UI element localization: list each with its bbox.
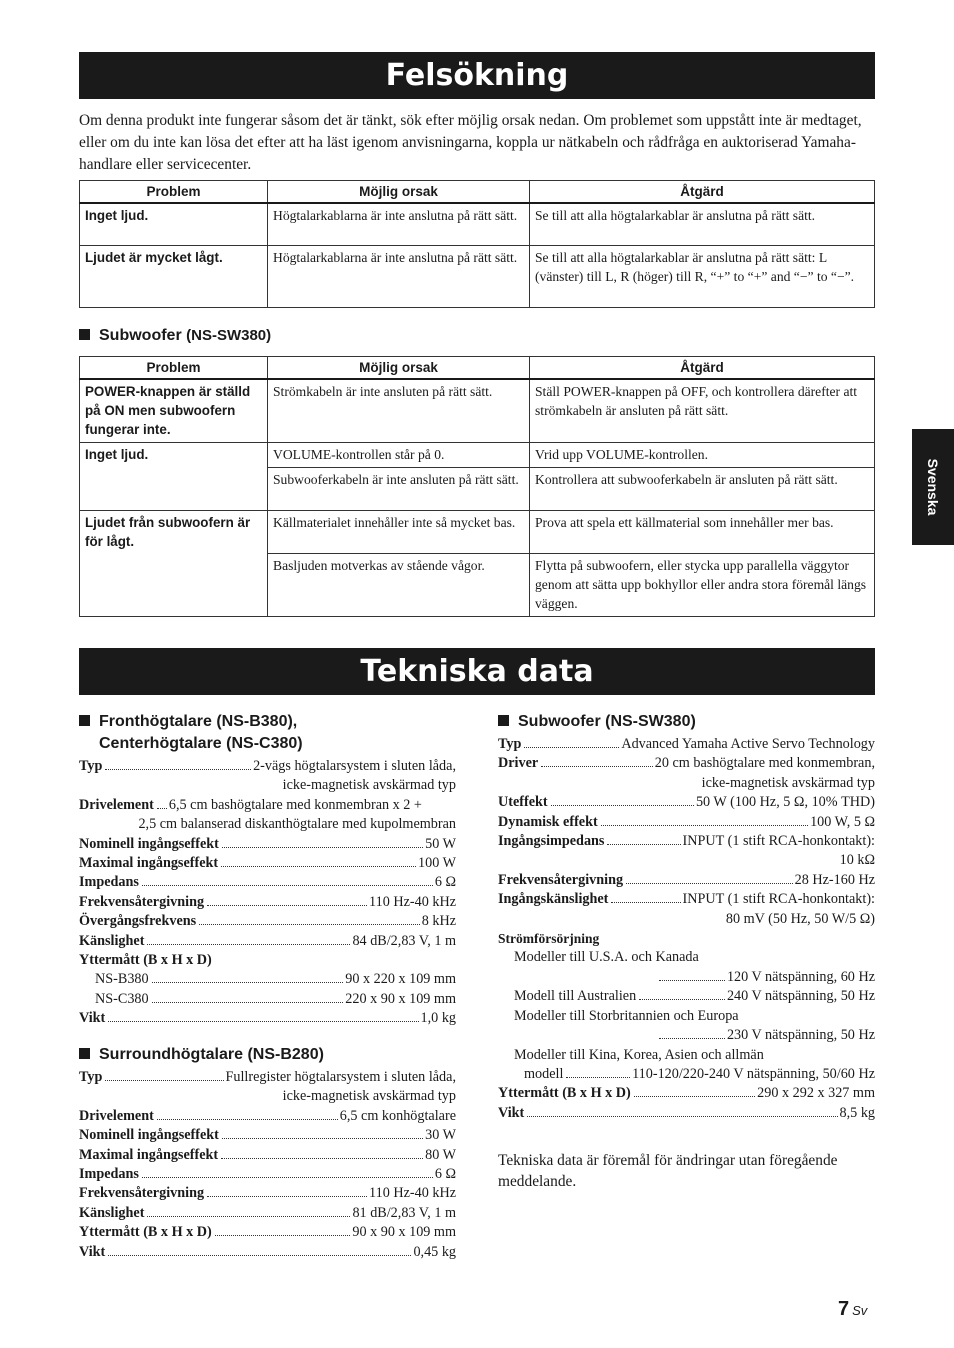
spec-label: Typ bbox=[79, 758, 103, 774]
spec-label: Vikt bbox=[79, 1010, 106, 1027]
cause-cell: Högtalarkablarna är inte anslutna på rätt sätt. bbox=[268, 203, 530, 246]
front-heading-line1: Fronthögtalare (NS-B380), bbox=[99, 713, 298, 730]
spec-label: Frekvensåtergivning bbox=[79, 893, 205, 910]
spec-value: 0,45 kg bbox=[413, 1243, 456, 1260]
spec-label: modell bbox=[524, 1065, 564, 1082]
spec-value: 230 V nätspänning, 50 Hz bbox=[726, 1027, 875, 1044]
spec-row bbox=[498, 735, 875, 754]
spec-label: Nominell ingångseffekt bbox=[79, 1127, 219, 1144]
problem-cell: Ljudet från subwoofern är för lågt. bbox=[80, 510, 268, 616]
table-row bbox=[80, 379, 875, 443]
spec-label: Nominell ingångseffekt bbox=[79, 835, 219, 852]
problem-cell: POWER-knappen är ställd på ON men subwoofern fungerar inte. bbox=[80, 379, 268, 443]
spec-value: 30 W bbox=[425, 1127, 456, 1144]
spec-label: Impedans bbox=[79, 1166, 139, 1183]
spec-row bbox=[79, 873, 456, 892]
spec-value: 50 W bbox=[425, 835, 456, 852]
header-action: Åtgärd bbox=[530, 181, 875, 203]
spec-row bbox=[498, 1104, 875, 1123]
spec-value: 80 W bbox=[425, 1146, 456, 1163]
spec-label: Typ bbox=[498, 736, 522, 752]
spec-label: NS-C380 bbox=[95, 990, 149, 1007]
cause-cell: VOLUME-kontrollen står på 0. bbox=[268, 442, 530, 467]
spec-label: Yttermått (B x H x D) bbox=[79, 952, 212, 969]
cause-cell: Källmaterialet innehåller inte så mycket bas. bbox=[268, 510, 530, 553]
surround-specs bbox=[79, 1068, 456, 1262]
spec-label: Känslighet bbox=[79, 932, 145, 949]
spec-row bbox=[498, 793, 875, 812]
spec-value-continued: 2,5 cm balanserad diskanthögtalare med kupolmembran bbox=[138, 816, 456, 833]
spec-label: Övergångsfrekvens bbox=[79, 913, 197, 930]
spec-label: Modeller till Kina, Korea, Asien och allmän bbox=[514, 1046, 764, 1063]
surround-heading-label: Surroundhögtalare (NS-B280) bbox=[99, 1046, 324, 1063]
specifications-note: Tekniska data är föremål för ändringar utan föregående meddelande. bbox=[498, 1152, 838, 1190]
table-row bbox=[80, 203, 875, 246]
bullet-square-icon bbox=[79, 1048, 90, 1059]
header-action: Åtgärd bbox=[530, 357, 875, 379]
spec-label: Vikt bbox=[498, 1104, 525, 1121]
action-cell: Se till att alla högtalarkablar är anslutna på rätt sätt: L (vänster) till L, R (höger) till R, “+” to “+” and “−” to “−”. bbox=[530, 246, 875, 308]
problem-cell: Inget ljud. bbox=[80, 442, 268, 510]
front-speakers-heading bbox=[79, 711, 303, 755]
table-header-row bbox=[80, 357, 875, 379]
spec-value: 6,5 cm konhögtalare bbox=[339, 1107, 456, 1124]
spec-value: 240 V nätspänning, 50 Hz bbox=[726, 988, 875, 1005]
cause-cell: Högtalarkablarna är inte anslutna på rätt sätt. bbox=[268, 246, 530, 308]
spec-value: 90 x 90 x 109 mm bbox=[352, 1224, 456, 1241]
spec-row bbox=[79, 1068, 456, 1087]
spec-row bbox=[498, 987, 875, 1006]
troubleshooting-title: Felsökning bbox=[79, 52, 875, 99]
spec-value: 50 W (100 Hz, 5 Ω, 10% THD) bbox=[695, 794, 875, 811]
spec-row bbox=[79, 854, 456, 873]
spec-value: Fullregister högtalarsystem i sluten låda, bbox=[225, 1069, 456, 1085]
spec-row bbox=[498, 890, 875, 909]
subwoofer-heading-model: (NS-SW380) bbox=[186, 327, 272, 344]
front-specs bbox=[79, 757, 456, 1029]
spec-value: 110 Hz-40 kHz bbox=[369, 1185, 456, 1202]
spec-label: NS-B380 bbox=[95, 971, 149, 988]
intro-text: Om denna produkt inte fungerar såsom det är tänkt, sök efter möjlig orsak nedan. Om problemet som uppstått inte är medtaget, eller om du inte kan lösa det efter att ha läst igenom anvisningarna, koppla ur nätkabeln och rådfråga en auktoriserad Yamaha-handlare eller servicecenter. bbox=[79, 112, 862, 173]
spec-row bbox=[79, 1223, 456, 1242]
action-cell: Se till att alla högtalarkablar är anslutna på rätt sätt. bbox=[530, 203, 875, 246]
spec-value: 110 Hz-40 kHz bbox=[369, 893, 456, 910]
spec-row bbox=[79, 1107, 456, 1126]
spec-row bbox=[498, 871, 875, 890]
specifications-title: Tekniska data bbox=[79, 648, 875, 695]
spec-label: Maximal ingångseffekt bbox=[79, 855, 219, 872]
bullet-square-icon bbox=[79, 715, 90, 726]
spec-value: 20 cm bashögtalare med konmembran, bbox=[654, 755, 875, 772]
spec-label: Impedans bbox=[79, 874, 139, 891]
spec-row bbox=[498, 754, 875, 773]
spec-value: INPUT (1 stift RCA-honkontakt): bbox=[682, 833, 875, 850]
spec-value: 1,0 kg bbox=[420, 1010, 456, 1027]
spec-value: 28 Hz-160 Hz bbox=[794, 871, 875, 888]
spec-label: Strömförsörjning bbox=[498, 931, 600, 947]
spec-row bbox=[498, 1026, 875, 1045]
spec-label: Drivelement bbox=[79, 796, 154, 813]
subwoofer-specs-heading-label: Subwoofer (NS-SW380) bbox=[518, 713, 696, 730]
header-problem: Problem bbox=[80, 181, 268, 203]
problem-cell: Inget ljud. bbox=[80, 203, 268, 246]
spec-label: Yttermått (B x H x D) bbox=[79, 1224, 212, 1241]
spec-value: 120 V nätspänning, 60 Hz bbox=[726, 968, 875, 985]
spec-label: Drivelement bbox=[79, 1107, 154, 1124]
spec-row bbox=[79, 893, 456, 912]
spec-label: Frekvensåtergivning bbox=[498, 871, 624, 888]
spec-value-continued: 80 mV (50 Hz, 50 W/5 Ω) bbox=[725, 910, 875, 927]
spec-value: 290 x 292 x 327 mm bbox=[757, 1085, 875, 1102]
bullet-square-icon bbox=[79, 329, 90, 340]
spec-row bbox=[79, 796, 456, 815]
spec-row bbox=[498, 968, 875, 987]
action-cell: Flytta på subwoofern, eller stycka upp parallella väggytor genom att sätta upp bokhyllor eller andra stora föremål längs väggen. bbox=[530, 553, 875, 616]
spec-label: Dynamisk effekt bbox=[498, 813, 598, 830]
header-cause: Möjlig orsak bbox=[268, 357, 530, 379]
spec-value: 84 dB/2,83 V, 1 m bbox=[352, 932, 456, 949]
spec-label: Yttermått (B x H x D) bbox=[498, 1085, 631, 1102]
spec-value: 110-120/220-240 V nätspänning, 50/60 Hz bbox=[632, 1065, 875, 1082]
spec-value: INPUT (1 stift RCA-honkontakt): bbox=[682, 891, 875, 908]
spec-label: Modeller till Storbritannien och Europa bbox=[514, 1007, 739, 1024]
table-row bbox=[80, 246, 875, 308]
spec-value: 81 dB/2,83 V, 1 m bbox=[352, 1204, 456, 1221]
spec-row bbox=[79, 990, 456, 1009]
subwoofer-heading-label: Subwoofer bbox=[99, 327, 182, 344]
table-header-row bbox=[80, 181, 875, 203]
spec-value: 6,5 cm bashögtalare med konmembran x 2 + bbox=[168, 796, 422, 813]
spec-value: 100 W, 5 Ω bbox=[810, 813, 875, 830]
spec-value: 8 kHz bbox=[421, 913, 456, 930]
bullet-square-icon bbox=[498, 715, 509, 726]
cause-cell: Basljuden motverkas av stående vågor. bbox=[268, 553, 530, 616]
spec-value-continued: icke-magnetisk avskärmad typ bbox=[282, 1088, 456, 1105]
spec-label: Ingångskänslighet bbox=[498, 891, 609, 908]
spec-row bbox=[498, 813, 875, 832]
subwoofer-section-heading bbox=[79, 325, 271, 347]
spec-label: Typ bbox=[79, 1069, 103, 1085]
spec-row bbox=[79, 1126, 456, 1145]
spec-value: 6 Ω bbox=[434, 874, 456, 891]
spec-row bbox=[79, 1165, 456, 1184]
subwoofer-specs bbox=[498, 735, 875, 1123]
spec-value-continued: 10 kΩ bbox=[839, 852, 875, 869]
spec-row bbox=[498, 832, 875, 851]
spec-value-continued: icke-magnetisk avskärmad typ bbox=[282, 777, 456, 794]
spec-row bbox=[79, 1009, 456, 1028]
spec-row bbox=[498, 1084, 875, 1103]
spec-row bbox=[79, 1204, 456, 1223]
surround-speakers-heading bbox=[79, 1044, 324, 1066]
subwoofer-specs-heading bbox=[498, 711, 696, 733]
spec-row bbox=[79, 970, 456, 989]
action-cell: Ställ POWER-knappen på OFF, och kontrollera därefter att strömkabeln är ansluten på rätt sätt. bbox=[530, 379, 875, 443]
table-row bbox=[80, 442, 875, 467]
spec-value: 6 Ω bbox=[434, 1166, 456, 1183]
spec-row bbox=[79, 835, 456, 854]
spec-value: 8,5 kg bbox=[839, 1104, 875, 1121]
action-cell: Prova att spela ett källmaterial som innehåller mer bas. bbox=[530, 510, 875, 553]
spec-label: Modeller till U.S.A. och Kanada bbox=[514, 949, 699, 966]
spec-label: Frekvensåtergivning bbox=[79, 1185, 205, 1202]
page-number bbox=[838, 1298, 867, 1321]
spec-row bbox=[79, 912, 456, 931]
spec-label: Modell till Australien bbox=[514, 988, 637, 1005]
spec-value-continued: icke-magnetisk avskärmad typ bbox=[701, 774, 875, 791]
spec-row bbox=[79, 1243, 456, 1262]
action-cell: Vrid upp VOLUME-kontrollen. bbox=[530, 442, 875, 467]
page-language: Sv bbox=[852, 1303, 868, 1318]
language-tab-label: Svenska bbox=[925, 458, 941, 516]
header-cause: Möjlig orsak bbox=[268, 181, 530, 203]
subwoofer-troubleshooting-table bbox=[79, 356, 875, 617]
spec-row bbox=[79, 1184, 456, 1203]
spec-value: Advanced Yamaha Active Servo Technology bbox=[621, 736, 875, 752]
header-problem: Problem bbox=[80, 357, 268, 379]
spec-label: Driver bbox=[498, 755, 539, 772]
spec-value: 220 x 90 x 109 mm bbox=[345, 990, 456, 1007]
spec-label: Känslighet bbox=[79, 1204, 145, 1221]
spec-row bbox=[79, 757, 456, 776]
spec-label: Maximal ingångseffekt bbox=[79, 1146, 219, 1163]
spec-value: 2-vägs högtalarsystem i sluten låda, bbox=[253, 758, 456, 774]
problem-cell: Ljudet är mycket lågt. bbox=[80, 246, 268, 308]
table-row bbox=[80, 510, 875, 553]
cause-cell: Subwooferkabeln är inte ansluten på rätt sätt. bbox=[268, 467, 530, 510]
spec-value: 100 W bbox=[418, 855, 456, 872]
language-tab bbox=[912, 429, 954, 545]
spec-row bbox=[79, 932, 456, 951]
action-cell: Kontrollera att subwooferkabeln är ansluten på rätt sätt. bbox=[530, 467, 875, 510]
front-heading-line2: Centerhögtalare (NS-C380) bbox=[99, 735, 303, 752]
cause-cell: Strömkabeln är inte ansluten på rätt sätt. bbox=[268, 379, 530, 443]
spec-row bbox=[498, 1065, 875, 1084]
spec-value: 90 x 220 x 109 mm bbox=[345, 971, 456, 988]
spec-label: Uteffekt bbox=[498, 794, 548, 811]
spec-row bbox=[79, 1146, 456, 1165]
page-number-value: 7 bbox=[838, 1298, 850, 1320]
spec-label: Ingångsimpedans bbox=[498, 833, 605, 850]
troubleshooting-table bbox=[79, 180, 875, 308]
spec-label: Vikt bbox=[79, 1243, 106, 1260]
